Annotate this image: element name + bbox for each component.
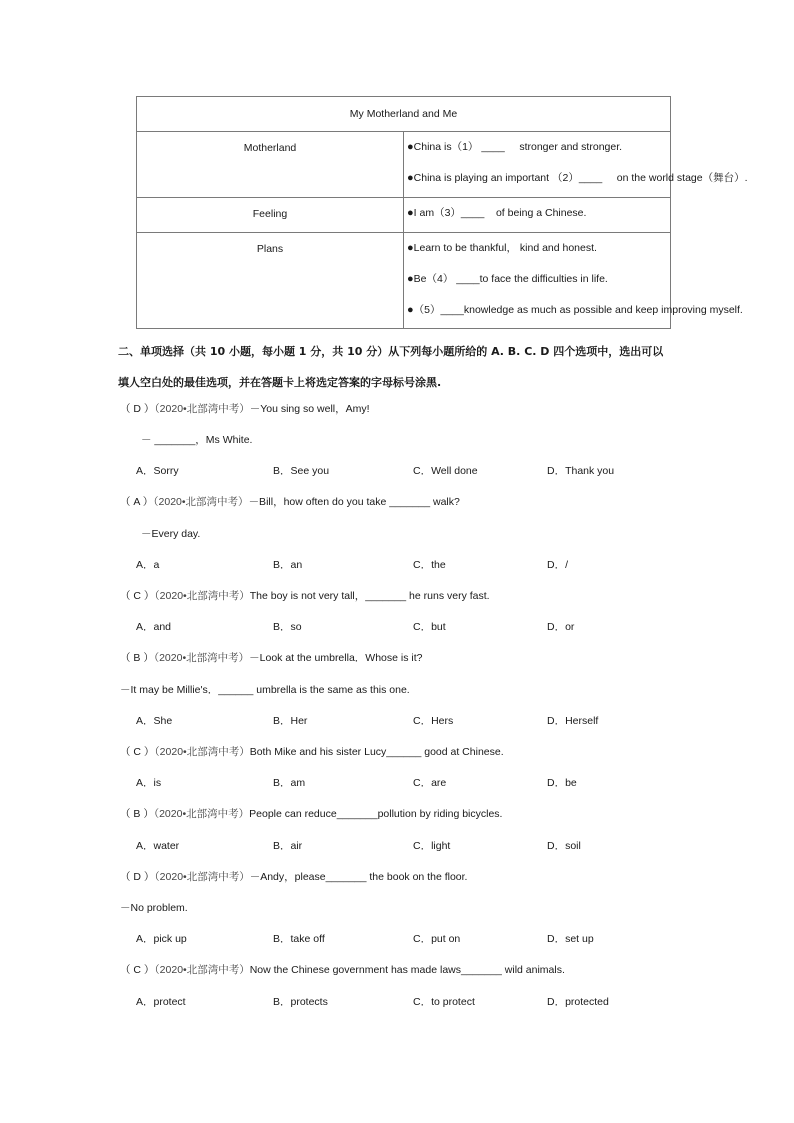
question-source: （2020•北部湾中考）: [153, 808, 250, 820]
option-a: A．is: [136, 777, 162, 789]
answer-mark: （ D ）: [120, 403, 155, 415]
question-7: [120, 869, 467, 885]
question-source: （2020•北部湾中考）: [154, 403, 250, 415]
section-heading-line-2: 填人空白处的最佳选项，并在答题卡上将选定答案的字母标号涂黑.: [118, 376, 442, 389]
option-d: D．soil: [547, 840, 581, 852]
question-stem: －Andy，please_______ the book on the floor.: [249, 871, 468, 883]
question-source: （2020•北部湾中考）: [154, 871, 250, 883]
question-5: [120, 744, 504, 760]
answer-mark: （ A ）: [120, 496, 154, 508]
question-stem: People can reduce_______pollution by riding bicycles.: [249, 808, 503, 820]
bullet-icon: ●: [407, 172, 414, 184]
option-b: B．See you: [273, 465, 330, 477]
blank-3: ____: [460, 207, 485, 219]
section-heading: [118, 336, 678, 398]
blank-5: ____: [440, 304, 464, 316]
question-source: （2020•北部湾中考）: [153, 496, 249, 508]
answer-mark: （ B ）: [120, 652, 154, 664]
option-b: B．air: [273, 840, 303, 852]
blank-4: ____: [456, 273, 480, 285]
option-b: B．am: [273, 777, 306, 789]
option-a: A．a: [136, 559, 160, 571]
question-stem: Now the Chinese government has made laws_______ wild animals.: [249, 964, 565, 976]
row-label-feeling: Feeling: [252, 208, 288, 220]
option-b: B．protects: [273, 996, 328, 1008]
question-stem: －You sing so well，Amy!: [249, 403, 370, 415]
question-8: [120, 962, 565, 978]
option-c: C．put on: [413, 933, 461, 945]
section-heading-line-1: 二、单项选择（共 10 小题，每小题 1 分，共 10 分）从下列每小题所给的 A. B. C. D 四个选项中，选出可以: [118, 345, 664, 358]
option-c: C．the: [413, 559, 446, 571]
option-c: C．to protect: [413, 996, 475, 1008]
option-d: D．Herself: [547, 715, 599, 727]
option-a: A．protect: [136, 996, 186, 1008]
bullet-icon: ●: [407, 304, 414, 316]
bullet-icon: ●: [407, 273, 414, 285]
answer-mark: （ D ）: [120, 871, 155, 883]
table-title: My Motherland and Me: [137, 97, 671, 132]
question-source: （2020•北部湾中考）: [154, 590, 250, 602]
option-b: B．an: [273, 559, 303, 571]
option-d: D．protected: [547, 996, 609, 1008]
question-1: [120, 401, 370, 417]
option-a: A．water: [136, 840, 180, 852]
blank-2: ____: [578, 172, 603, 184]
question-2: [120, 494, 460, 510]
table-line: ●Learn to be thankful， kind and honest.: [407, 242, 597, 254]
question-source: （2020•北部湾中考）: [154, 746, 250, 758]
option-a: A．pick up: [136, 933, 187, 945]
option-a: A．She: [136, 715, 173, 727]
option-d: D．be: [547, 777, 577, 789]
table-row-plans: [137, 233, 671, 329]
option-c: C．Hers: [413, 715, 454, 727]
option-d: D．/: [547, 559, 568, 571]
table-row-feeling: [137, 198, 671, 233]
table-line: ●（5）____knowledge as much as possible and keep improving myself.: [407, 304, 743, 316]
answer-mark: （ C ）: [120, 964, 155, 976]
question-1-reply: － _______，Ms White.: [141, 434, 253, 446]
question-source: （2020•北部湾中考）: [153, 652, 250, 664]
question-3: [120, 588, 490, 604]
option-d: D．or: [547, 621, 575, 633]
row-label-motherland: Motherland: [243, 142, 297, 154]
row-label-plans: Plans: [256, 243, 284, 255]
option-d: D．set up: [547, 933, 594, 945]
bullet-icon: ●: [407, 242, 414, 254]
option-b: B．Her: [273, 715, 308, 727]
option-a: A．Sorry: [136, 465, 179, 477]
option-c: C．are: [413, 777, 447, 789]
question-stem: Both Mike and his sister Lucy______ good at Chinese.: [249, 746, 504, 758]
question-4: [120, 650, 422, 666]
question-7-reply: －No problem.: [120, 902, 188, 914]
table-line: ●I am（3）____ of being a Chinese.: [407, 207, 587, 219]
answer-mark: （ C ）: [120, 590, 155, 602]
bullet-icon: ●: [407, 207, 414, 219]
answer-mark: （ B ）: [120, 808, 154, 820]
question-stem: －Look at the umbrella．Whose is it?: [249, 652, 423, 664]
question-2-reply: －Every day.: [141, 528, 201, 540]
option-b: B．so: [273, 621, 302, 633]
question-stem: The boy is not very tall，_______ he runs very fast.: [249, 590, 490, 602]
table-line: ●Be（4） ____to face the difficulties in life.: [407, 273, 608, 285]
question-source: （2020•北部湾中考）: [154, 964, 250, 976]
blank-1: ____: [481, 141, 505, 153]
option-a: A．and: [136, 621, 172, 633]
option-c: C．but: [413, 621, 446, 633]
option-b: B．take off: [273, 933, 325, 945]
option-d: D．Thank you: [547, 465, 615, 477]
table-line: ●China is（1） ____ stronger and stronger.: [407, 141, 623, 153]
table-row-motherland: [137, 132, 671, 198]
question-stem: －Bill，how often do you take _______ walk?: [248, 496, 460, 508]
question-4-reply: －It may be Millie's．______ umbrella is the same as this one.: [120, 684, 410, 696]
motherland-table: [136, 96, 748, 329]
option-c: C．light: [413, 840, 451, 852]
bullet-icon: ●: [407, 141, 414, 153]
table-line: ●China is playing an important （2）____ on the world stage（舞台）.: [407, 172, 748, 184]
answer-mark: （ C ）: [120, 746, 155, 758]
question-6: [120, 806, 502, 822]
option-c: C．Well done: [413, 465, 478, 477]
